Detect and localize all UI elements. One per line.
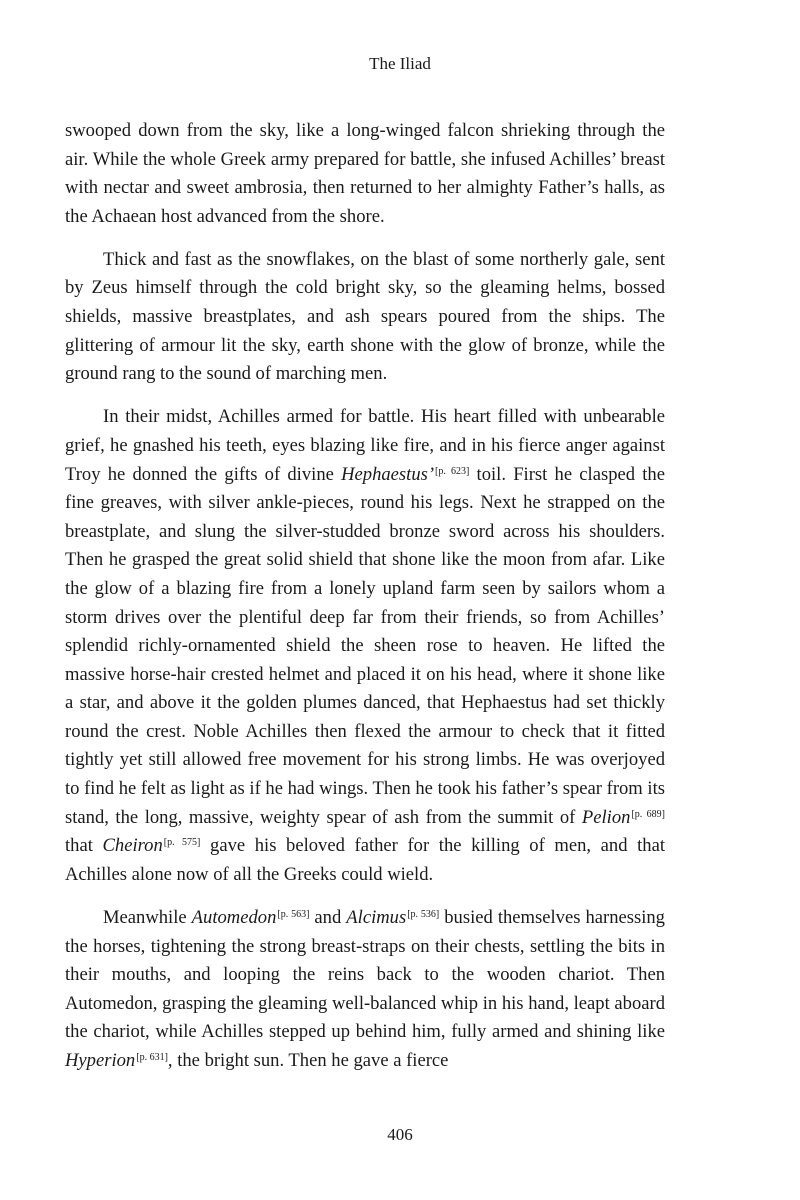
paragraph-text: gave his beloved father for the killing of men, and that Achilles alone now of all the Greeks could wield.	[65, 835, 665, 885]
paragraph-text: busied themselves harnessing the horses, tightening the strong breast-straps on their chests, settling the bits in their mouths, and looping the reins back to the wooden chariot. Then Automedon, grasping the gleaming well-balanced whip in his hand, leapt aboard the chariot, while Achilles stepped up behind him, fully armed and shining like	[65, 906, 666, 1043]
page-reference: [p. 536]	[407, 908, 440, 920]
page-reference: [p. 563]	[277, 908, 310, 920]
glossary-link-hyperion[interactable]: Hyperion	[65, 1049, 136, 1071]
paragraph-text: swooped down from the sky, like a long-winged falcon shrieking through the air. While the whole Greek army prepared for battle, she infused Achilles’ breast with nectar and sweet ambrosia, then returned to her almighty Father’s halls, as the Achaean host advanced from the shore.	[65, 120, 665, 227]
paragraph-text: Thick and fast as the snowflakes, on the blast of some northerly gale, sent by Zeus himself through the cold bright sky, so the gleaming helms, bossed shields, massive breastplates, and ash spears poured from the ships. The glittering of armour lit the sky, earth shone with the glow of bronze, while the ground rang to the sound of marching men.	[65, 248, 665, 385]
paragraph-1	[65, 117, 665, 231]
running-head: The Iliad	[369, 54, 431, 73]
page-reference: [p. 575]	[163, 837, 201, 849]
glossary-link-alcimus[interactable]: Alcimus	[346, 906, 407, 928]
paragraph-text: toil. First he clasped the fine greaves, with silver ankle-pieces, round his legs. Next he strapped on the breastplate, and slung the silver-studded bronze sword across his shoulders. Then he grasped the great solid shield that shone like the moon from afar. Like the glow of a blazing fire from a lonely upland farm seen by sailors whom a storm drives over the plentiful deep far from their friends, so from Achilles’ splendid richly-ornamented shield the sheen rose to heaven. He lifted the massive horse-hair crested helmet and placed it on his head, where it shone like a star, and above it the golden plumes danced, that Hephaestus had set thickly round the crest. Noble Achilles then flexed the armour to check that it fitted tightly yet still allowed free movement for his strong limbs. He was overjoyed to find he felt as light as if he had wings. Then he took his father’s spear from its stand, the long, massive, weighty spear of ash from the summit of	[65, 463, 665, 828]
glossary-link-automedon[interactable]: Automedon	[191, 906, 277, 928]
page-reference: [p. 623]	[435, 465, 470, 477]
page-reference: [p. 631]	[136, 1051, 168, 1063]
glossary-link-pelion[interactable]: Pelion	[581, 806, 631, 828]
page-reference: [p. 689]	[631, 808, 665, 820]
paragraph-2	[65, 246, 665, 389]
paragraph-text: that	[65, 835, 103, 857]
paragraph-text: and	[309, 906, 347, 928]
glossary-link-cheiron[interactable]: Cheiron	[102, 835, 163, 857]
paragraph-text: , the bright sun. Then he gave a fierce	[167, 1049, 449, 1071]
paragraph-4	[65, 904, 665, 1076]
paragraph-text: Meanwhile	[103, 906, 192, 928]
paragraph-text: In their midst, Achilles armed for battle. His heart filled with unbearable grief, he gnashed his teeth, eyes blazing like fire, and in his fierce anger against Troy he donned the gifts of divine	[65, 406, 665, 485]
body-text	[65, 117, 665, 1090]
paragraph-3	[65, 403, 665, 889]
glossary-link-hephaestus[interactable]: Hephaestus’	[341, 463, 435, 485]
page-number: 406	[387, 1125, 413, 1144]
